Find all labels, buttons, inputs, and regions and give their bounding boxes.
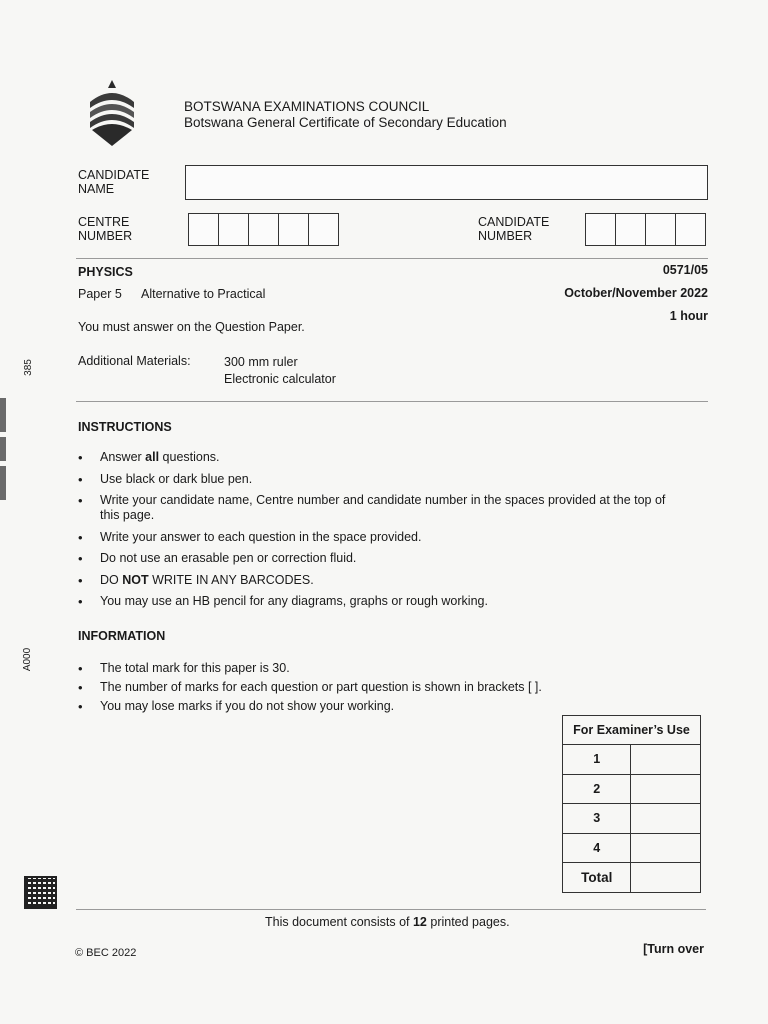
copyright: © BEC 2022 xyxy=(75,947,137,959)
list-item: • Write your candidate name, Centre number and candidate number in the spaces provided at the top of this page. xyxy=(78,493,688,523)
mark-cell[interactable] xyxy=(631,833,701,863)
list-item: • Write your answer to each question in the space provided. xyxy=(78,530,688,545)
margin-tab xyxy=(0,437,6,461)
margin-code-bottom: A000 xyxy=(22,647,34,672)
divider xyxy=(76,401,708,402)
paper-code: 0571/05 xyxy=(662,263,708,277)
duration: 1 hour xyxy=(669,309,708,323)
mark-cell[interactable] xyxy=(631,745,701,775)
table-row: 3 xyxy=(563,804,701,834)
council-heading xyxy=(184,99,507,131)
materials-label: Additional Materials: xyxy=(78,354,191,368)
material-item: 300 mm ruler xyxy=(224,355,298,369)
bec-logo xyxy=(86,80,138,148)
divider xyxy=(76,909,706,910)
table-row: 2 xyxy=(563,774,701,804)
list-item: • Use black or dark blue pen. xyxy=(78,472,688,487)
material-item: Electronic calculator xyxy=(224,372,336,386)
list-item: • You may lose marks if you do not show your working. xyxy=(78,699,688,714)
divider xyxy=(76,258,708,259)
mark-cell[interactable] xyxy=(631,863,701,893)
session: October/November 2022 xyxy=(564,286,708,300)
materials-list xyxy=(224,354,336,388)
margin-code-top: 385 xyxy=(22,359,34,376)
certificate-name: Botswana General Certificate of Secondary Education xyxy=(184,115,507,130)
answer-note: You must answer on the Question Paper. xyxy=(78,320,305,334)
list-item: • You may use an HB pencil for any diagrams, graphs or rough working. xyxy=(78,594,688,609)
list-item: • The total mark for this paper is 30. xyxy=(78,661,688,676)
barcode xyxy=(24,876,57,909)
information-heading: INFORMATION xyxy=(78,629,166,643)
list-item: • Answer all questions. xyxy=(78,450,688,465)
information-list xyxy=(78,661,688,718)
margin-tab xyxy=(0,466,6,500)
paper-title: Alternative to Practical xyxy=(141,287,266,301)
table-row: Total xyxy=(563,863,701,893)
list-item: • DO NOT WRITE IN ANY BARCODES. xyxy=(78,573,688,588)
list-item: • The number of marks for each question or part question is shown in brackets [ ]. xyxy=(78,680,688,695)
candidate-number-label: CANDIDATE NUMBER xyxy=(478,215,550,243)
centre-number-field[interactable] xyxy=(188,213,339,246)
mark-cell[interactable] xyxy=(631,804,701,834)
list-item: • Do not use an erasable pen or correction fluid. xyxy=(78,551,688,566)
turn-over: [Turn over xyxy=(643,942,704,956)
council-name: BOTSWANA EXAMINATIONS COUNCIL xyxy=(184,99,430,114)
subject: PHYSICS xyxy=(78,265,133,279)
mark-cell[interactable] xyxy=(631,774,701,804)
table-row: 4 xyxy=(563,833,701,863)
instructions-heading: INSTRUCTIONS xyxy=(78,420,172,434)
candidate-name-label: CANDIDATE NAME xyxy=(78,168,150,196)
candidate-number-field[interactable] xyxy=(585,213,706,246)
candidate-name-field[interactable] xyxy=(185,165,708,200)
examiner-table-heading: For Examiner’s Use xyxy=(563,716,701,745)
paper-number: Paper 5 xyxy=(78,287,122,301)
examiner-use-table xyxy=(562,715,701,893)
centre-number-label: CENTRE NUMBER xyxy=(78,215,133,243)
margin-tab xyxy=(0,398,6,432)
page-count: This document consists of 12 printed pages. xyxy=(265,915,510,929)
table-row: 1 xyxy=(563,745,701,775)
instructions-list xyxy=(78,450,688,616)
